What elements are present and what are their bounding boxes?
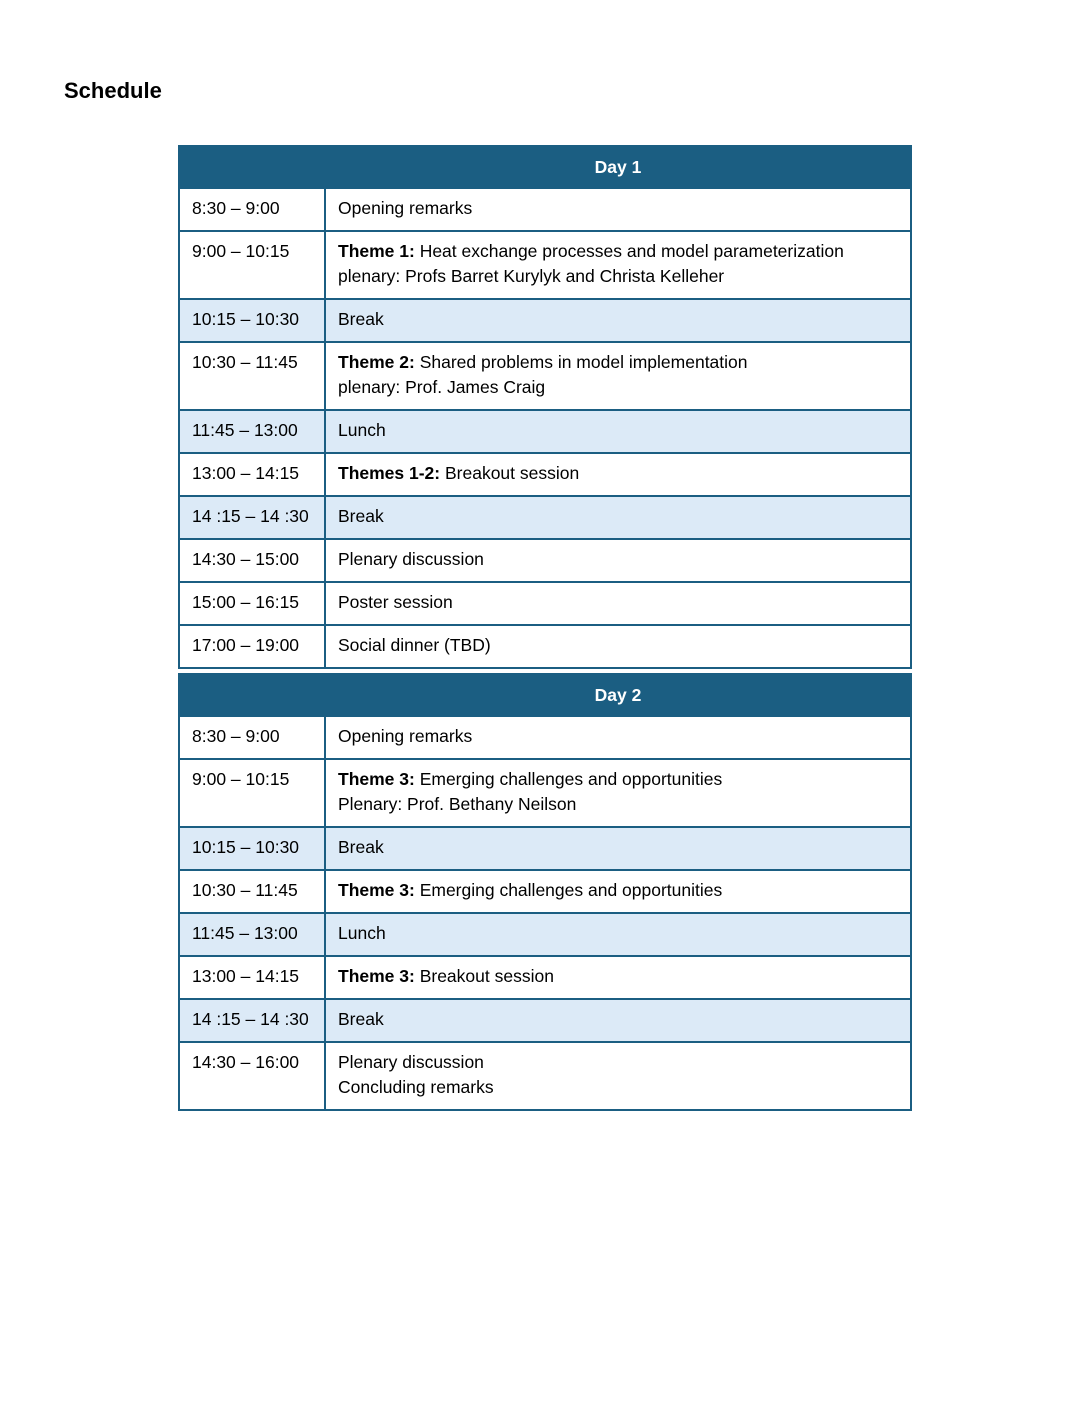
activity-title xyxy=(338,1050,898,1075)
activity-title xyxy=(338,724,898,749)
day-1-schedule-table xyxy=(178,145,912,669)
activity-detail xyxy=(338,792,898,817)
time-slot: 14:30 – 16:00 xyxy=(179,1042,325,1110)
activity-cell xyxy=(325,1042,911,1110)
time-slot: 10:30 – 11:45 xyxy=(179,342,325,410)
schedule-row xyxy=(179,716,911,759)
time-slot: 14 :15 – 14 :30 xyxy=(179,496,325,539)
activity-cell xyxy=(325,870,911,913)
activity-text: Plenary discussion xyxy=(338,1052,484,1072)
theme-label: Theme 3: xyxy=(338,966,415,986)
theme-label: Themes 1-2: xyxy=(338,463,441,483)
activity-text: Plenary: Prof. Bethany Neilson xyxy=(338,794,577,814)
activity-text: Break xyxy=(338,309,384,329)
activity-title xyxy=(338,461,898,486)
activity-cell xyxy=(325,827,911,870)
schedule-row xyxy=(179,827,911,870)
activity-detail xyxy=(338,375,898,400)
activity-text: Emerging challenges and opportunities xyxy=(414,880,723,900)
activity-text: Poster session xyxy=(338,592,453,612)
schedule-row xyxy=(179,231,911,299)
schedule-row xyxy=(179,582,911,625)
activity-title xyxy=(338,964,898,989)
activity-text: Break xyxy=(338,1009,384,1029)
schedule-row xyxy=(179,496,911,539)
activity-title xyxy=(338,878,898,903)
activity-cell xyxy=(325,188,911,231)
time-slot: 10:15 – 10:30 xyxy=(179,299,325,342)
activity-title xyxy=(338,1007,898,1032)
activity-cell xyxy=(325,625,911,668)
activity-title xyxy=(338,196,898,221)
activity-title xyxy=(338,633,898,658)
schedule-row xyxy=(179,299,911,342)
table-header-row xyxy=(179,146,911,188)
activity-text: Opening remarks xyxy=(338,726,473,746)
schedule-row xyxy=(179,539,911,582)
activity-detail xyxy=(338,1075,898,1100)
activity-detail xyxy=(338,264,898,289)
time-slot: 9:00 – 10:15 xyxy=(179,231,325,299)
activity-cell xyxy=(325,956,911,999)
activity-text: Break xyxy=(338,837,384,857)
activity-text: Breakout session xyxy=(414,966,554,986)
day-header: Day 1 xyxy=(325,146,911,188)
activity-text: Heat exchange processes and model parameterization xyxy=(414,241,844,261)
activity-cell xyxy=(325,342,911,410)
activity-text: Shared problems in model implementation xyxy=(414,352,748,372)
time-slot: 14 :15 – 14 :30 xyxy=(179,999,325,1042)
activity-text: Opening remarks xyxy=(338,198,473,218)
activity-cell xyxy=(325,410,911,453)
activity-text: Plenary discussion xyxy=(338,549,484,569)
activity-title xyxy=(338,921,898,946)
activity-title xyxy=(338,547,898,572)
schedule-row xyxy=(179,453,911,496)
schedule-row xyxy=(179,913,911,956)
activity-cell xyxy=(325,582,911,625)
activity-title xyxy=(338,350,898,375)
activity-cell xyxy=(325,539,911,582)
activity-title xyxy=(338,590,898,615)
schedule-row xyxy=(179,956,911,999)
theme-label: Theme 1: xyxy=(338,241,415,261)
schedule-row xyxy=(179,410,911,453)
day-header: Day 2 xyxy=(325,674,911,716)
activity-text: Breakout session xyxy=(440,463,580,483)
activity-text: Emerging challenges and opportunities xyxy=(414,769,723,789)
schedule-rows xyxy=(179,716,911,1110)
activity-cell xyxy=(325,496,911,539)
activity-cell xyxy=(325,299,911,342)
time-slot: 11:45 – 13:00 xyxy=(179,410,325,453)
schedule-row xyxy=(179,870,911,913)
activity-cell xyxy=(325,759,911,827)
activity-text: Lunch xyxy=(338,923,386,943)
activity-text: Break xyxy=(338,506,384,526)
schedule-rows xyxy=(179,188,911,668)
activity-title xyxy=(338,504,898,529)
activity-title xyxy=(338,307,898,332)
theme-label: Theme 3: xyxy=(338,880,415,900)
time-slot: 10:30 – 11:45 xyxy=(179,870,325,913)
activity-text: plenary: Prof. James Craig xyxy=(338,377,546,397)
time-slot: 17:00 – 19:00 xyxy=(179,625,325,668)
theme-label: Theme 3: xyxy=(338,769,415,789)
activity-cell xyxy=(325,716,911,759)
schedule-row xyxy=(179,1042,911,1110)
activity-cell xyxy=(325,999,911,1042)
day-2-schedule-table xyxy=(178,673,912,1111)
activity-title xyxy=(338,239,898,264)
page-title: Schedule xyxy=(64,78,162,103)
theme-label: Theme 2: xyxy=(338,352,415,372)
time-slot: 13:00 – 14:15 xyxy=(179,956,325,999)
schedule-row xyxy=(179,342,911,410)
activity-text: Lunch xyxy=(338,420,386,440)
activity-title xyxy=(338,767,898,792)
schedule-row xyxy=(179,759,911,827)
activity-title xyxy=(338,418,898,443)
time-slot: 9:00 – 10:15 xyxy=(179,759,325,827)
time-column-header xyxy=(179,146,325,188)
activity-cell xyxy=(325,913,911,956)
time-slot: 8:30 – 9:00 xyxy=(179,188,325,231)
schedule-row xyxy=(179,625,911,668)
activity-text: Social dinner (TBD) xyxy=(338,635,491,655)
time-column-header xyxy=(179,674,325,716)
time-slot: 15:00 – 16:15 xyxy=(179,582,325,625)
time-slot: 13:00 – 14:15 xyxy=(179,453,325,496)
schedule-row xyxy=(179,188,911,231)
time-slot: 11:45 – 13:00 xyxy=(179,913,325,956)
table-header-row xyxy=(179,674,911,716)
time-slot: 8:30 – 9:00 xyxy=(179,716,325,759)
activity-text: plenary: Profs Barret Kurylyk and Christa Kelleher xyxy=(338,266,725,286)
schedule-row xyxy=(179,999,911,1042)
activity-cell xyxy=(325,231,911,299)
time-slot: 14:30 – 15:00 xyxy=(179,539,325,582)
activity-title xyxy=(338,835,898,860)
time-slot: 10:15 – 10:30 xyxy=(179,827,325,870)
activity-text: Concluding remarks xyxy=(338,1077,494,1097)
activity-cell xyxy=(325,453,911,496)
